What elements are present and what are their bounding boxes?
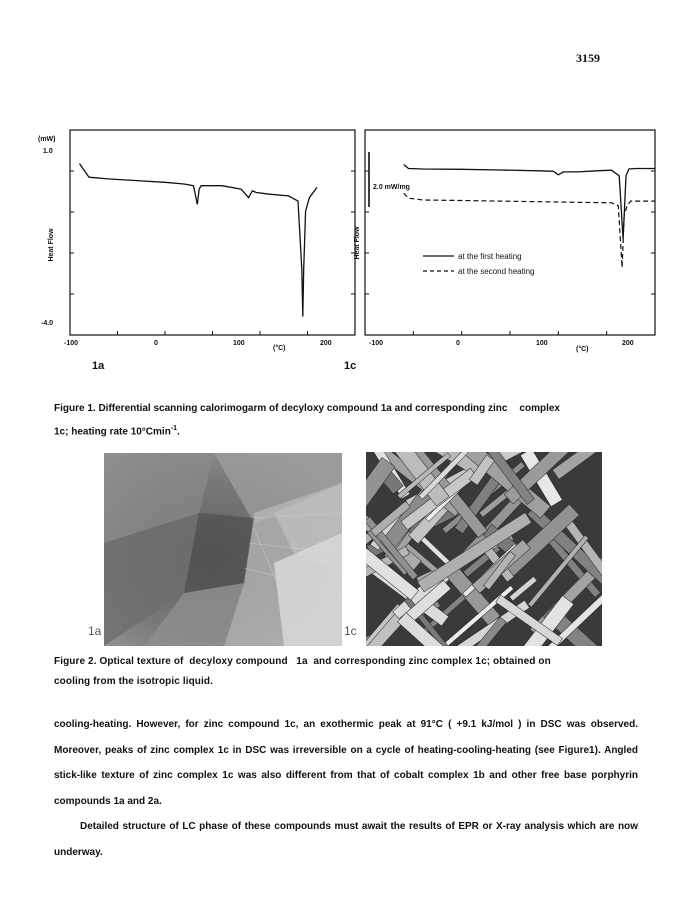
figure2-caption-text: and corresponding zinc complex 1c; obtained on: [313, 656, 551, 667]
x-tick-label: -100: [64, 340, 79, 347]
series-line-1a: [80, 164, 318, 317]
body-paragraph-1: cooling-heating. However, for zinc compound 1c, an exothermic peak at 91°C ( +9.1 kJ/mol ) in DSC was observed. Moreover, peaks of zinc complex 1c in DSC was irreversible on a cycle of heating-cooling-heating (see Figure1). Angled stick-like texture of zinc complex 1c was also different from that of cobalt complex 1b and other free base porphyrin compounds 1a and 2a.: [54, 719, 638, 807]
chart-label-1a: 1a: [92, 360, 105, 372]
page-number: 3159: [576, 51, 600, 65]
y-tick-bottom-1a: -4.0: [41, 320, 54, 327]
x-tick-label: 0: [456, 340, 460, 347]
figure2-caption-text: 1a: [296, 656, 308, 667]
ticks-1c: [365, 130, 655, 335]
x-tick-label: 200: [622, 340, 634, 347]
body-text: [54, 712, 638, 865]
micrograph-1c: [366, 452, 602, 646]
micrograph-1a: [104, 453, 342, 646]
figure2-caption-text: Figure 2. Optical texture of: [54, 656, 184, 667]
y-axis-label-1a: Heat Flow: [48, 228, 55, 262]
micrograph-label-1c: 1c: [344, 624, 357, 638]
x-tick-label: 100: [233, 340, 245, 347]
ticks-1a: [70, 130, 355, 335]
y-tick-top-1a: 1.0: [43, 148, 53, 155]
figure2-caption-text: cooling from the isotropic liquid.: [54, 676, 213, 687]
chart-label-1c: 1c: [344, 360, 357, 372]
dsc-chart-1a: [30, 125, 340, 360]
micrograph-label-1a-outer: 1a: [88, 624, 102, 638]
x-tick-label: 100: [536, 340, 548, 347]
plot-frame-1c: [365, 130, 655, 335]
micrograph-1c-texture: [366, 452, 602, 646]
series-line-first-heating: [404, 165, 655, 239]
figure1-caption-superscript: -1: [170, 425, 178, 432]
legend-entry-first: at the first heating: [458, 252, 522, 261]
figure1-caption-text: Figure 1. Differential scanning calorimogarm of decyloxy compound 1a and corresponding zinc: [54, 403, 508, 414]
figure1-caption: [54, 399, 634, 442]
figure1-caption-text: 1c; heating rate 10°Cmin: [54, 426, 171, 438]
figure1-caption-text: .: [177, 426, 180, 438]
x-tick-label: 0: [154, 340, 158, 347]
micrograph-1a-texture: [104, 453, 342, 646]
plot-frame-1a: [70, 130, 355, 335]
x-unit-1c: (°C): [576, 346, 589, 353]
x-unit-1a: (°C): [273, 345, 286, 352]
y-unit-1a: (mW): [38, 136, 56, 143]
figure1-caption-text: complex: [519, 403, 560, 414]
x-tick-label: -100: [369, 340, 384, 347]
scale-bar-label: 2.0 mW/mg: [373, 184, 410, 191]
dsc-chart-1c: [340, 125, 650, 360]
body-paragraph-2: Detailed structure of LC phase of these compounds must await the results of EPR or X-ray analysis which are now underway.: [54, 821, 638, 858]
x-tick-label: 200: [320, 340, 332, 347]
y-axis-label-1c: Heat Flow: [354, 226, 361, 260]
figure2-caption: [54, 652, 634, 692]
legend-entry-second: at the second heating: [458, 267, 535, 276]
figure2-caption-text: decyloxy compound: [189, 656, 288, 667]
